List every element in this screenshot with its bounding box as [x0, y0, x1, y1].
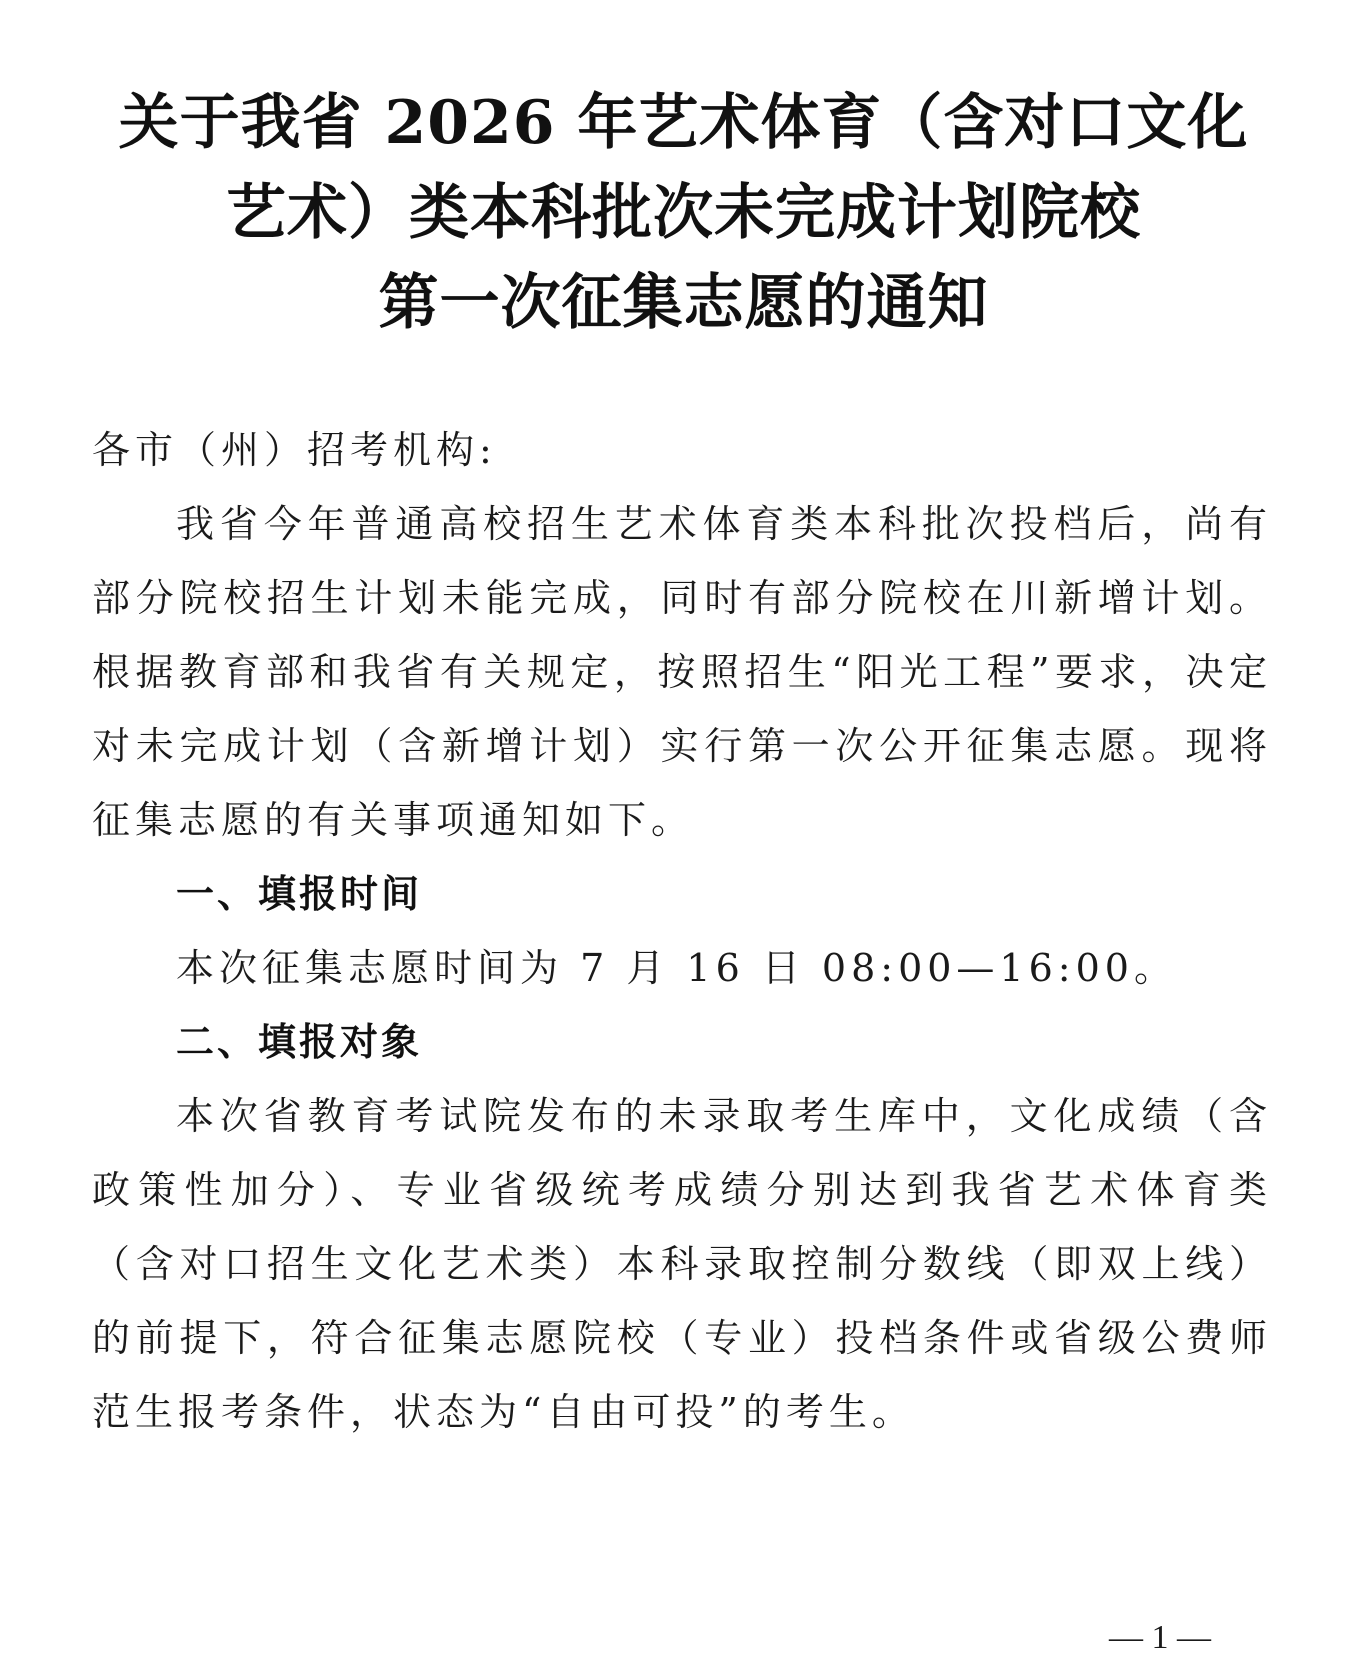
salutation: 各市（州）招考机构: — [92, 428, 497, 472]
section-body-filing-time: 本次征集志愿时间为 7 月 16 日 08:00—16:00。 — [176, 946, 1177, 990]
title-line-3: 第一次征集志愿的通知 — [378, 268, 989, 338]
title-line-2: 艺术）类本科批次未完成计划院校 — [226, 178, 1141, 248]
section-heading-eligible-candidates: 二、填报对象 — [176, 1020, 423, 1064]
document-body — [92, 413, 1272, 1449]
intro-paragraph: 我省今年普通高校招生艺术体育类本科批次投档后，尚有部分院校招生计划未能完成，同时有部分院校在川新增计划。根据教育部和我省有关规定，按照招生“阳光工程”要求，决定对未完成计划（含新增计划）实行第一次公开征集志愿。现将征集志愿的有关事项通知如下。 — [92, 502, 1272, 842]
section-body-eligible-candidates: 本次省教育考试院发布的未录取考生库中，文化成绩（含政策性加分）、专业省级统考成绩分别达到我省艺术体育类（含对口招生文化艺术类）本科录取控制分数线（即双上线）的前提下，符合征集志愿院校（专业）投档条件或省级公费师范生报考条件，状态为“自由可投”的考生。 — [92, 1094, 1272, 1434]
title-line-1: 关于我省 2026 年艺术体育（含对口文化 — [118, 88, 1249, 158]
document-title — [0, 78, 1367, 348]
page-number: — 1 — — [1109, 1619, 1211, 1656]
section-heading-filing-time: 一、填报时间 — [176, 872, 423, 916]
